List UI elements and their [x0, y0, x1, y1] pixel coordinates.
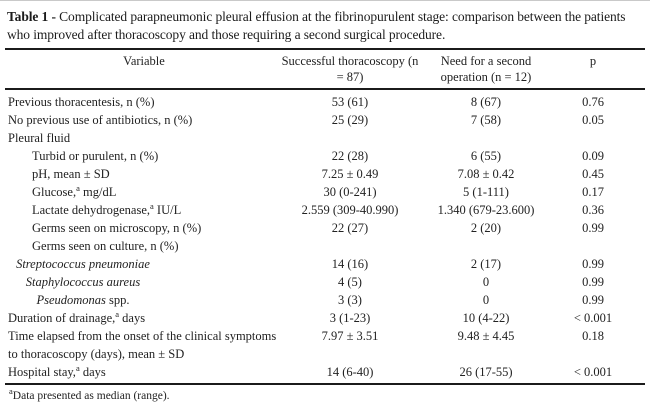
cell-successful-thoracoscopy: 14 (6-40) [326, 364, 374, 379]
cell-second-operation: 8 (67) [470, 94, 502, 109]
cell-successful-thoracoscopy: 30 (0-241) [323, 184, 377, 199]
cell-p-value: 0.99 [582, 274, 604, 289]
cell-second-operation: 10 (4-22) [462, 310, 510, 325]
table-row [0, 219, 650, 237]
table-row [0, 327, 650, 363]
row-label: pH, mean ± SD [32, 166, 110, 181]
table-row [0, 309, 650, 327]
table-footnote [0, 385, 650, 404]
cell-successful-thoracoscopy: 25 (29) [331, 112, 369, 127]
cell-second-operation: 2 (17) [470, 256, 502, 271]
cell-successful-thoracoscopy: 7.25 ± 0.49 [321, 166, 379, 181]
table-row [0, 183, 650, 201]
cell-p-value: 0.09 [582, 148, 604, 163]
cell-p-value: 0.99 [582, 256, 604, 271]
cell-p-value: 0.17 [582, 184, 604, 199]
cell-p-value: < 0.001 [573, 364, 613, 379]
footnote-marker: a [9, 385, 13, 396]
column-header-variable: Variable [123, 53, 165, 68]
cell-second-operation: 1.340 (679-23.600) [437, 202, 535, 217]
table-caption-text: Complicated parapneumonic pleural effusion at the fibrinopurulent stage: comparison between the patients who improved after thoracoscopy and those requiring a second surgical procedure. [7, 9, 626, 43]
table-header-row [0, 50, 650, 88]
table-row [0, 111, 650, 129]
row-label: Pseudomonas spp. [36, 292, 130, 307]
row-label: Duration of drainage,$^a$ days [8, 308, 146, 325]
cell-successful-thoracoscopy: 53 (61) [331, 94, 369, 109]
cell-p-value: 0.99 [582, 220, 604, 235]
cell-p-value: 0.18 [582, 328, 604, 343]
cell-second-operation: 0 [482, 274, 490, 289]
cell-p-value: 0.76 [582, 94, 604, 109]
cell-p-value: 0.05 [582, 112, 604, 127]
table-row [0, 129, 650, 147]
cell-second-operation: 5 (1-111) [463, 184, 509, 199]
cell-successful-thoracoscopy: 2.559 (309-40.990) [301, 202, 399, 217]
cell-successful-thoracoscopy: 7.97 ± 3.51 [321, 328, 379, 343]
cell-second-operation: 9.48 ± 4.45 [457, 328, 515, 343]
cell-successful-thoracoscopy: 22 (28) [331, 148, 369, 163]
cell-second-operation: 6 (55) [470, 148, 502, 163]
row-label: Time elapsed from the onset of the clinical symptoms to thoracoscopy (days), mean ± SD [8, 328, 277, 361]
row-label: Germs seen on culture, n (%) [32, 238, 179, 253]
row-label: Glucose,$^a$ mg/dL [32, 182, 117, 199]
cell-p-value: 0.45 [582, 166, 604, 181]
row-label: No previous use of antibiotics, n (%) [8, 112, 193, 127]
cell-successful-thoracoscopy: 22 (27) [331, 220, 369, 235]
cell-second-operation: 7 (58) [470, 112, 502, 127]
cell-successful-thoracoscopy: 4 (5) [338, 274, 362, 289]
row-label: Hospital stay,$^a$ days [8, 362, 106, 379]
table-row [0, 93, 650, 111]
cell-p-value: < 0.001 [573, 310, 613, 325]
cell-successful-thoracoscopy: 3 (1-23) [329, 310, 371, 325]
column-header-second-operation: Need for a second operation (n = 12) [440, 53, 532, 84]
cell-second-operation: 0 [482, 292, 490, 307]
table-row [0, 363, 650, 381]
row-label: Lactate dehydrogenase,$^a$ IU/L [32, 200, 182, 217]
cell-second-operation: 26 (17-55) [459, 364, 513, 379]
table-row [0, 255, 650, 273]
row-label: Staphylococcus aureus [25, 274, 141, 289]
table-row [0, 237, 650, 255]
table-row [0, 201, 650, 219]
table-caption-number: Table 1 - [7, 9, 56, 24]
cell-p-value: 0.99 [582, 292, 604, 307]
table-caption [0, 1, 650, 48]
cell-second-operation: 7.08 ± 0.42 [457, 166, 515, 181]
footnote-text: Data presented as median (range). [12, 389, 170, 402]
table-row [0, 165, 650, 183]
cell-second-operation: 2 (20) [470, 220, 502, 235]
row-label: Germs seen on microscopy, n (%) [32, 220, 202, 235]
table-body [0, 90, 650, 383]
cell-p-value: 0.36 [582, 202, 604, 217]
row-label: Streptococcus pneumoniae [16, 256, 150, 271]
row-label: Previous thoracentesis, n (%) [8, 94, 155, 109]
row-label: Pleural fluid [8, 130, 71, 145]
cell-successful-thoracoscopy: 14 (16) [331, 256, 369, 271]
column-header-p-value: p [589, 53, 597, 68]
table-row [0, 273, 650, 291]
column-header-successful-thoracoscopy: Successful thoracoscopy (n = 87) [281, 53, 419, 84]
table-row [0, 147, 650, 165]
row-label: Turbid or purulent, n (%) [32, 148, 159, 163]
table-row [0, 291, 650, 309]
cell-successful-thoracoscopy: 3 (3) [338, 292, 362, 307]
